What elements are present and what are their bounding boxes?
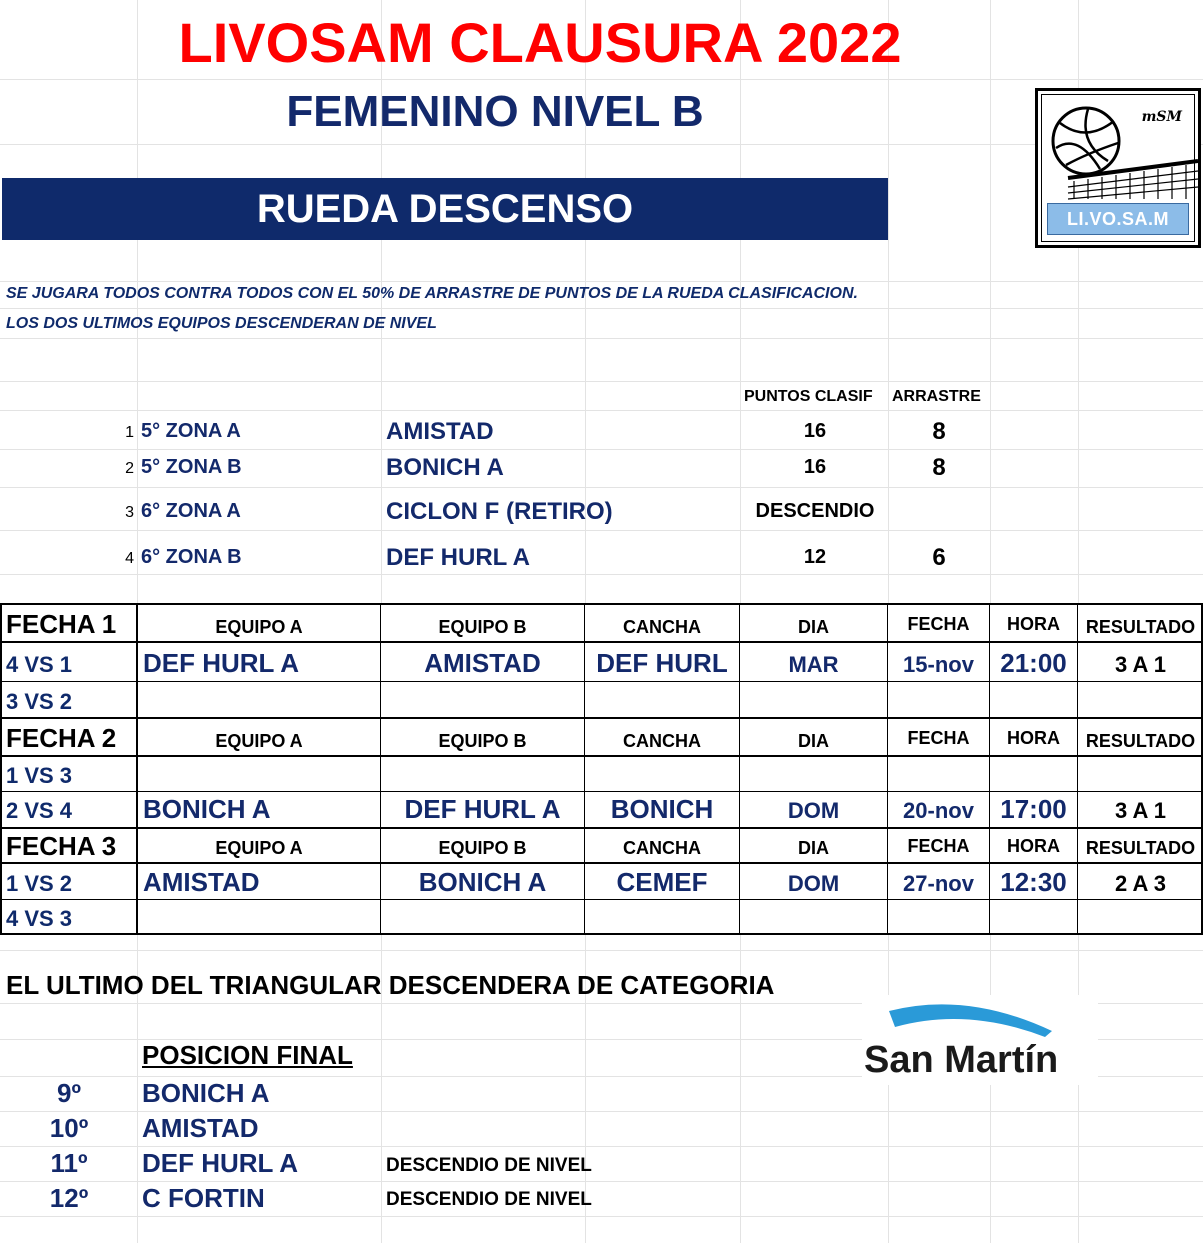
team-zona: 5° ZONA A	[141, 420, 241, 442]
match-cancha: DEF HURL	[596, 648, 728, 678]
match-resultado: 3 A 1	[1115, 798, 1166, 823]
col-equipo-a: EQUIPO A	[215, 617, 303, 637]
team-number: 1	[125, 424, 134, 441]
final-position: 9º	[57, 1078, 81, 1108]
match-team-b: DEF HURL A	[404, 794, 561, 824]
team-number: 3	[125, 504, 134, 521]
team-arrastre: 8	[932, 454, 946, 481]
team-puntos: 16	[803, 420, 827, 442]
final-team: DEF HURL A	[142, 1148, 298, 1178]
match-team-a: AMISTAD	[143, 867, 260, 897]
col-fecha: FECHA	[907, 728, 970, 748]
sponsor-name: San Martín	[864, 1039, 1059, 1081]
col-equipo-b: EQUIPO B	[438, 838, 527, 858]
col-resultado: RESULTADO	[1085, 617, 1196, 637]
col-hora: HORA	[1007, 836, 1060, 856]
team-arrastre: 8	[932, 418, 946, 445]
final-note: DESCENDIO DE NIVEL	[386, 1155, 592, 1176]
match-team-a: DEF HURL A	[143, 648, 299, 678]
final-position: 12º	[49, 1183, 89, 1213]
col-cancha: CANCHA	[623, 838, 701, 858]
match-vs: 4 VS 1	[6, 652, 73, 677]
match-vs: 1 VS 3	[6, 763, 73, 788]
team-name: BONICH A	[386, 454, 504, 481]
match-hora: 17:00	[1000, 794, 1067, 824]
match-vs: 4 VS 3	[6, 906, 73, 931]
match-team-b: BONICH A	[418, 867, 547, 897]
col-equipo-b: EQUIPO B	[438, 617, 527, 637]
match-vs: 1 VS 2	[6, 871, 73, 896]
page-title: LIVOSAM CLAUSURA 2022	[178, 11, 902, 74]
match-fecha: 27-nov	[903, 871, 974, 896]
final-position: 11º	[50, 1148, 88, 1178]
team-zona: 6° ZONA A	[141, 500, 241, 522]
match-vs: 2 VS 4	[6, 798, 73, 823]
match-hora: 12:30	[1000, 867, 1067, 897]
team-puntos: 12	[803, 546, 827, 568]
match-dia: MAR	[788, 652, 839, 677]
col-fecha: FECHA	[907, 614, 970, 634]
match-resultado: 2 A 3	[1115, 871, 1166, 896]
rule-note-1: SE JUGARA TODOS CONTRA TODOS CON EL 50% DE ARRASTRE DE PUNTOS DE LA RUEDA CLASIFICACION.	[6, 285, 858, 302]
page-subtitle: FEMENINO NIVEL B	[286, 87, 704, 136]
final-position: 10º	[49, 1113, 89, 1143]
banner-text: RUEDA DESCENSO	[256, 187, 634, 231]
match-hora: 21:00	[1000, 648, 1067, 678]
section-banner	[2, 178, 888, 240]
match-fecha: 15-nov	[903, 652, 974, 677]
match-vs: 3 VS 2	[6, 689, 73, 714]
col-resultado: RESULTADO	[1085, 731, 1196, 751]
col-equipo-a: EQUIPO A	[215, 838, 303, 858]
match-dia: DOM	[787, 871, 840, 896]
team-name: AMISTAD	[386, 418, 494, 445]
match-team-b: AMISTAD	[424, 648, 541, 678]
final-team: BONICH A	[142, 1078, 270, 1108]
col-equipo-a: EQUIPO A	[215, 731, 303, 751]
match-resultado: 3 A 1	[1115, 652, 1166, 677]
schedule-table	[0, 603, 1203, 935]
match-fecha: 20-nov	[903, 798, 974, 823]
team-number: 2	[125, 460, 134, 477]
final-note: DESCENDIO DE NIVEL	[386, 1189, 592, 1210]
final-team: AMISTAD	[142, 1113, 259, 1143]
col-dia: DIA	[798, 617, 829, 637]
team-puntos: DESCENDIO	[755, 500, 875, 522]
arc-logo-icon	[887, 997, 1057, 1039]
logo-brand: mSM	[1141, 109, 1182, 125]
logo-frame	[1041, 94, 1195, 242]
col-resultado: RESULTADO	[1085, 838, 1196, 858]
livosam-logo	[1035, 88, 1201, 248]
team-name: DEF HURL A	[386, 544, 530, 571]
fecha-2-label: FECHA 2	[6, 723, 117, 753]
team-number: 4	[125, 550, 134, 567]
puntos-header: PUNTOS CLASIF	[744, 388, 873, 405]
team-arrastre: 6	[932, 544, 946, 571]
final-team: C FORTIN	[142, 1183, 265, 1213]
col-dia: DIA	[798, 731, 829, 751]
col-dia: DIA	[798, 838, 829, 858]
logo-label: LI.VO.SA.M	[1047, 203, 1189, 235]
team-zona: 5° ZONA B	[141, 456, 242, 478]
fecha-1-label: FECHA 1	[6, 609, 117, 639]
fecha-3-label: FECHA 3	[6, 831, 117, 861]
col-cancha: CANCHA	[623, 731, 701, 751]
team-name: CICLON F (RETIRO)	[386, 498, 613, 525]
match-dia: DOM	[787, 798, 840, 823]
match-cancha: BONICH	[610, 794, 714, 824]
team-zona: 6° ZONA B	[141, 546, 242, 568]
bottom-note: EL ULTIMO DEL TRIANGULAR DESCENDERA DE CATEGORIA	[6, 970, 775, 1000]
match-cancha: CEMEF	[616, 867, 708, 897]
arrastre-header: ARRASTRE	[892, 388, 981, 405]
col-hora: HORA	[1007, 728, 1060, 748]
col-fecha: FECHA	[907, 836, 970, 856]
rule-note-2: LOS DOS ULTIMOS EQUIPOS DESCENDERAN DE NIVEL	[6, 315, 437, 332]
match-team-a: BONICH A	[143, 794, 271, 824]
col-hora: HORA	[1007, 614, 1060, 634]
col-equipo-b: EQUIPO B	[438, 731, 527, 751]
final-position-title: POSICION FINAL	[142, 1040, 353, 1070]
volleyball-net-icon	[1048, 103, 1198, 203]
san-martin-logo	[862, 995, 1098, 1085]
team-puntos: 16	[803, 456, 827, 478]
col-cancha: CANCHA	[623, 617, 701, 637]
